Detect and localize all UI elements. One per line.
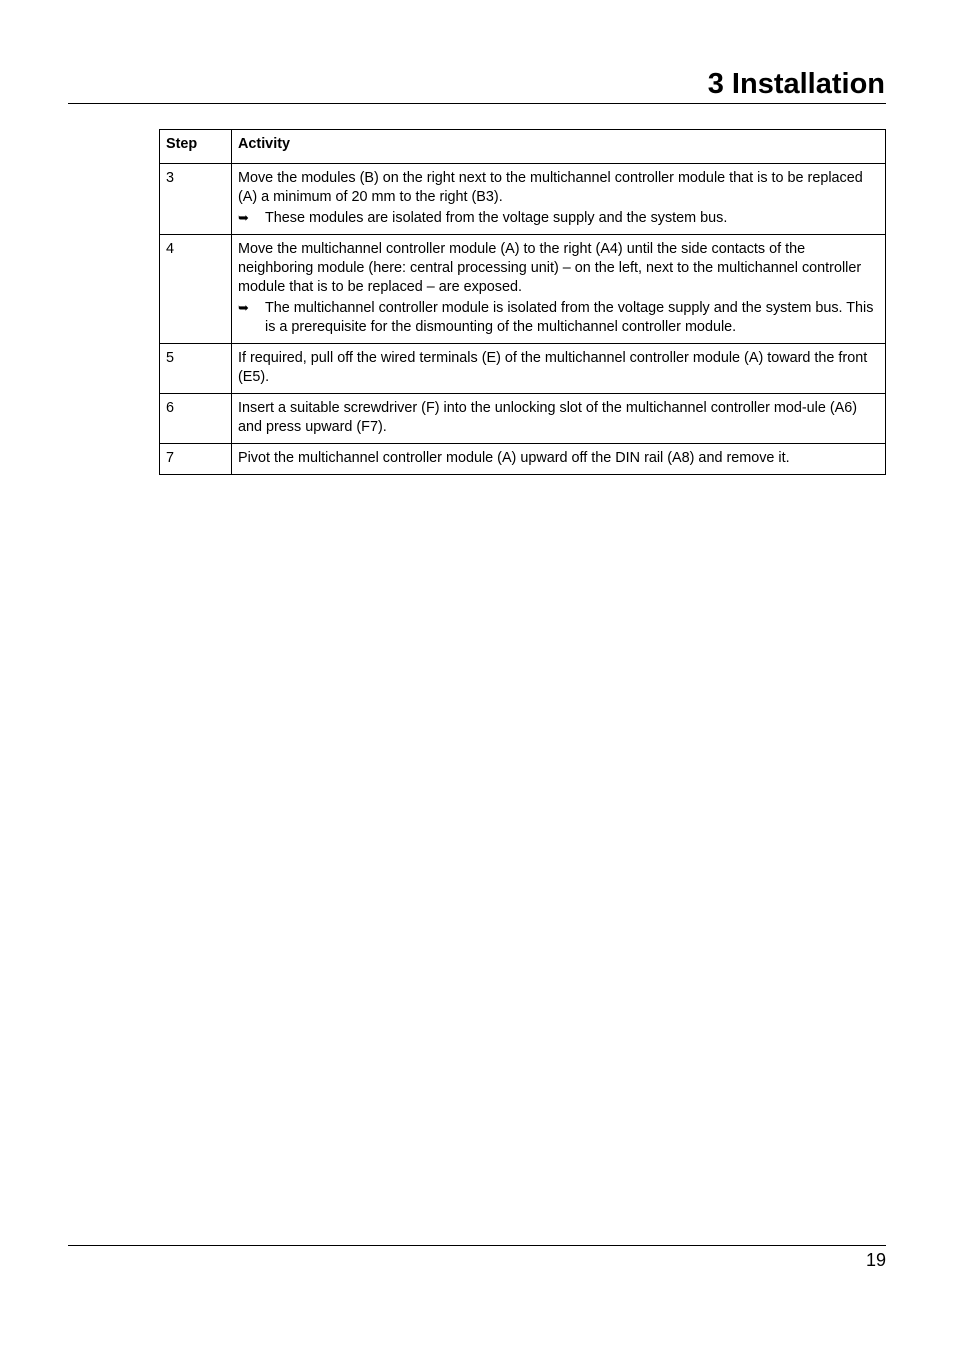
page-title: 3 Installation (707, 68, 885, 100)
step-number: 6 (160, 394, 232, 444)
activity-text: Move the modules (B) on the right next to the multichannel controller module that is to be replaced (A) a minimum of 20 mm to the right (B3). (238, 170, 863, 205)
page-number: 19 (865, 1250, 886, 1270)
result-arrow-icon: ➥ (238, 301, 249, 316)
activity-cell (232, 164, 886, 235)
activity-text: Pivot the multichannel controller module (A) upward off the DIN rail (A8) and remove it. (238, 450, 790, 466)
activity-text: Insert a suitable screwdriver (F) into the unlocking slot of the multichannel controller mod-ule (A6) and press upward (F7). (238, 400, 858, 435)
activity-cell (232, 394, 886, 444)
activity-cell (232, 444, 886, 475)
steps-table (159, 129, 886, 475)
table-row (160, 164, 886, 235)
step-number: 5 (160, 344, 232, 394)
activity-cell (232, 344, 886, 394)
column-header-step: Step (160, 130, 232, 164)
footer-rule (68, 1245, 886, 1246)
result-item (238, 209, 879, 228)
result-arrow-icon: ➥ (238, 211, 249, 226)
result-item (238, 299, 879, 337)
activity-text: Move the multichannel controller module (A) to the right (A4) until the side contacts of the neighboring module (here: central processing unit) – on the left, next to the multichannel controller module that is to be replaced – are exposed. (238, 241, 862, 295)
table-row (160, 235, 886, 344)
activity-cell (232, 235, 886, 344)
header-rule (68, 103, 886, 104)
step-number: 4 (160, 235, 232, 344)
column-header-activity: Activity (232, 130, 886, 164)
table-row (160, 444, 886, 475)
activity-text: If required, pull off the wired terminals (E) of the multichannel controller module (A) toward the front (E5). (238, 350, 868, 385)
step-number: 7 (160, 444, 232, 475)
result-text: These modules are isolated from the voltage supply and the system bus. (265, 210, 728, 226)
result-text: The multichannel controller module is isolated from the voltage supply and the system bus. This is a prerequisite for the dismounting of the multichannel controller module. (265, 300, 874, 335)
table-row (160, 344, 886, 394)
table-header-row (160, 130, 886, 164)
table-row (160, 394, 886, 444)
step-number: 3 (160, 164, 232, 235)
